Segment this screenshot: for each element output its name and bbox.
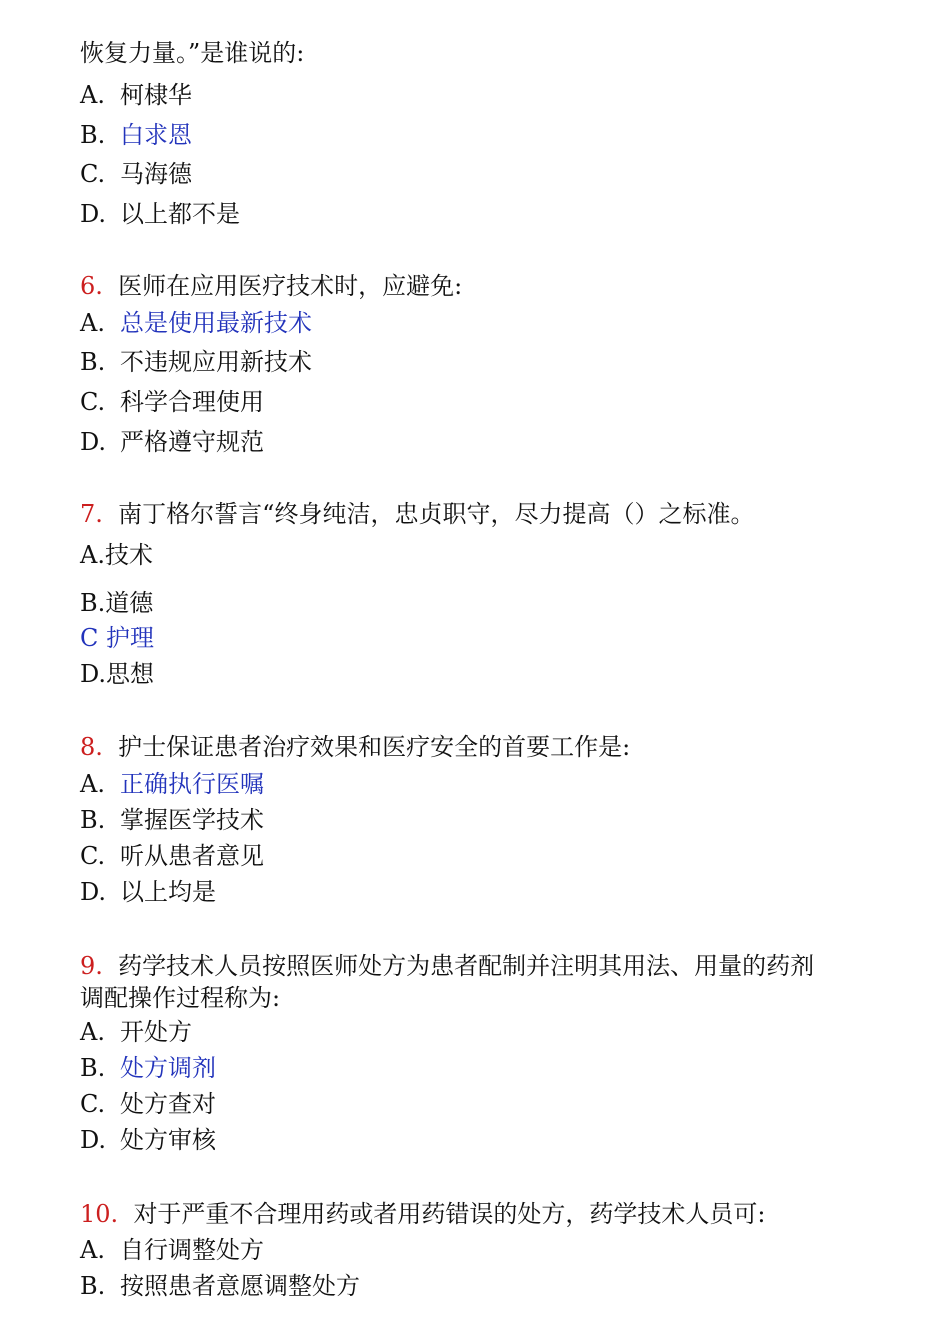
q5-option-b — [80, 120, 192, 150]
q5-option-a — [80, 80, 192, 110]
option-letter: D. — [80, 428, 107, 456]
option-text: 技术 — [104, 541, 153, 569]
option-letter: D. — [80, 660, 107, 688]
option-text-correct: 总是使用最新技术 — [120, 309, 312, 337]
option-text: 科学合理使用 — [120, 388, 264, 416]
q6-option-b — [80, 347, 312, 377]
option-text: 处方审核 — [120, 1126, 216, 1154]
q9-stem-line2: 调配操作过程称为: — [80, 984, 281, 1012]
option-letter: D. — [80, 1126, 107, 1154]
option-letter: A. — [80, 309, 105, 337]
q7-option-a — [80, 540, 153, 570]
q6-option-a — [80, 308, 312, 338]
q10-stem — [80, 1199, 766, 1229]
q10-option-b — [80, 1271, 360, 1301]
option-text: 听从患者意见 — [120, 842, 264, 870]
option-letter: C. — [80, 388, 106, 416]
option-text: 以上都不是 — [120, 200, 240, 228]
option-text-correct: 白求恩 — [120, 121, 192, 149]
option-letter: B. — [80, 121, 106, 149]
option-text: 马海德 — [120, 160, 192, 188]
q8-stem — [80, 732, 630, 762]
option-letter: A. — [80, 541, 105, 569]
option-letter: A. — [80, 81, 105, 109]
q8-option-d — [80, 877, 216, 907]
option-letter: C — [80, 624, 99, 652]
option-text: 柯棣华 — [120, 81, 192, 109]
option-letter: B. — [80, 1272, 106, 1300]
option-letter: A. — [80, 1236, 105, 1264]
option-text: 开处方 — [120, 1018, 192, 1046]
option-letter: B. — [80, 589, 106, 617]
q8-option-b — [80, 805, 264, 835]
option-letter: B. — [80, 348, 106, 376]
q9-option-b — [80, 1053, 216, 1083]
option-letter: C. — [80, 1090, 106, 1118]
q6-option-d — [80, 427, 264, 457]
option-letter: C. — [80, 160, 106, 188]
option-text: 掌握医学技术 — [120, 806, 264, 834]
q7-option-d — [80, 659, 154, 689]
option-text: 思想 — [106, 660, 155, 688]
question-number: 9. — [80, 952, 103, 980]
q8-option-a — [80, 769, 264, 799]
option-text: 按照患者意愿调整处方 — [120, 1272, 360, 1300]
option-text: 严格遵守规范 — [120, 428, 264, 456]
question-number: 6. — [80, 272, 103, 300]
question-text: 护士保证患者治疗效果和医疗安全的首要工作是: — [118, 733, 631, 761]
q9-stem-line1 — [80, 951, 814, 981]
question-number: 10. — [80, 1200, 119, 1228]
option-text-correct: 正确执行医嘱 — [120, 770, 264, 798]
q6-option-c — [80, 387, 264, 417]
q6-stem — [80, 271, 462, 301]
option-letter: B. — [80, 806, 106, 834]
q8-option-c — [80, 841, 264, 871]
option-letter: C. — [80, 842, 106, 870]
option-letter: D. — [80, 878, 107, 906]
q7-option-b — [80, 588, 153, 618]
option-text: 道德 — [105, 589, 154, 617]
q7-option-c — [80, 623, 154, 653]
q9-option-a — [80, 1017, 192, 1047]
option-letter: A. — [80, 770, 105, 798]
q5-stem: 恢复力量。”是谁说的: — [80, 39, 305, 67]
question-text: 医师在应用医疗技术时，应避免: — [118, 272, 463, 300]
option-text-correct: 护理 — [106, 624, 155, 652]
option-text: 自行调整处方 — [120, 1236, 264, 1264]
q7-stem — [80, 499, 754, 529]
q5-option-c — [80, 159, 192, 189]
q9-option-d — [80, 1125, 216, 1155]
option-text-correct: 处方调剂 — [120, 1054, 216, 1082]
question-text: 对于严重不合理用药或者用药错误的处方，药学技术人员可: — [133, 1200, 766, 1228]
option-letter: D. — [80, 200, 107, 228]
q9-option-c — [80, 1089, 216, 1119]
question-number: 8. — [80, 733, 103, 761]
question-text: 药学技术人员按照医师处方为患者配制并注明其用法、用量的药剂 — [118, 952, 815, 980]
option-text: 不违规应用新技术 — [120, 348, 312, 376]
option-text: 以上均是 — [120, 878, 216, 906]
option-letter: A. — [80, 1018, 105, 1046]
question-text: 南丁格尔誓言“终身纯洁，忠贞职守，尽力提高（）之标准。 — [118, 500, 755, 528]
option-text: 处方查对 — [120, 1090, 216, 1118]
question-number: 7. — [80, 500, 103, 528]
q10-option-a — [80, 1235, 264, 1265]
option-letter: B. — [80, 1054, 106, 1082]
q5-option-d — [80, 199, 240, 229]
